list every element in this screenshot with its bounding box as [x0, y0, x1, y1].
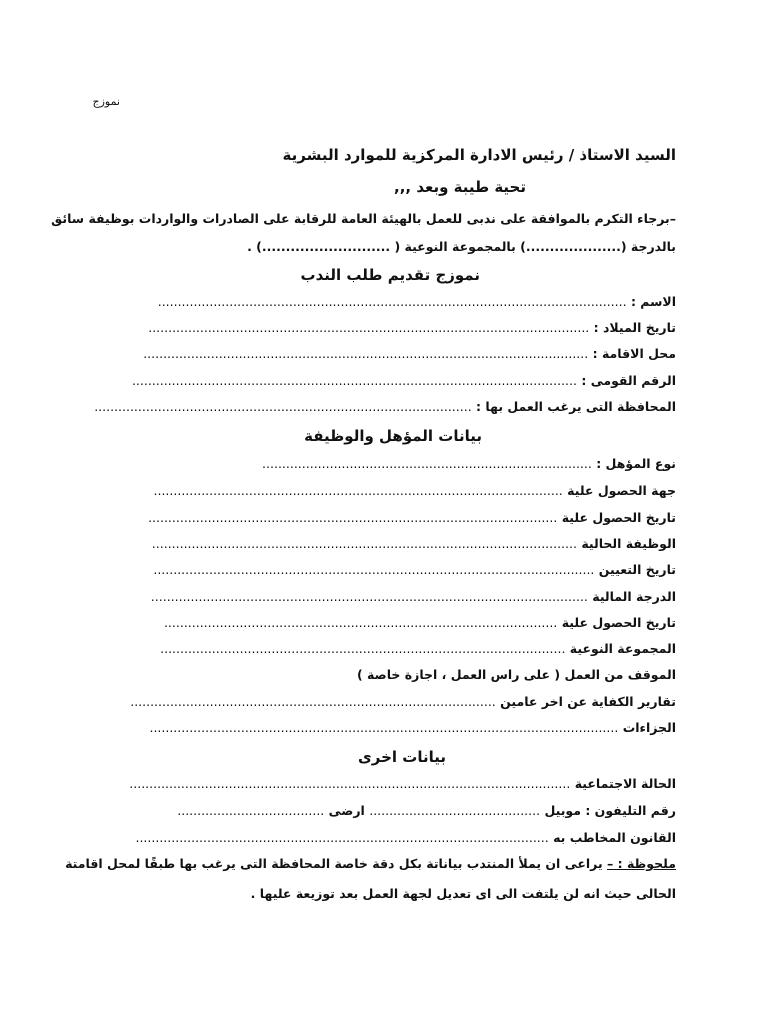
request-line-2: بالدرجة (....................) بالمجموعة النوعية ( ...........................) . — [247, 239, 676, 254]
addressee-line: السيد الاستاذ / رئيس الادارة المركزية للموارد البشرية — [282, 146, 676, 164]
field-phone — [177, 803, 676, 818]
fill-dots: ............................................................................................................... — [148, 320, 590, 335]
field-governorate — [94, 399, 676, 414]
fill-dots: ................................................................................................................ — [143, 346, 589, 361]
field-label: جهة الحصول علية — [567, 483, 676, 498]
field-label: المحافظة التى يرغب العمل بها : — [476, 399, 676, 414]
fill-dots: ....................................................................................................... — [148, 510, 558, 525]
field-label: الدرجة المالية — [592, 589, 676, 604]
fill-dots: ....................................................................................................... — [153, 483, 563, 498]
field-label: تاريخ التعيين — [598, 562, 676, 577]
form-title: نموزج تقديم طلب الندب — [300, 266, 480, 284]
field-label: الاسم : — [630, 294, 676, 309]
field-label: الوظيفة الحالية — [581, 536, 676, 551]
field-issuer — [154, 483, 676, 498]
fill-dots: ........................................................................................................... — [151, 536, 577, 551]
fill-dots: .............................................................................................................. — [150, 589, 588, 604]
field-label: المجموعة النوعية — [569, 641, 676, 656]
note-line-2: الحالى حيث انه لن يلتفت الى اى تعديل لجهة العمل بعد توزيعة عليها . — [250, 886, 676, 901]
field-label: تاريخ الميلاد : — [593, 320, 676, 335]
field-national-id — [132, 373, 676, 388]
field-degree-type — [262, 456, 676, 471]
fill-dots: ................................................................................... — [262, 456, 592, 471]
field-label: تقارير الكفاية عن اخر عامين — [500, 694, 676, 709]
field-grade-obtained-date — [164, 615, 676, 630]
fill-dots: ........................................................................................................ — [135, 830, 549, 845]
field-label: تاريخ الحصول علية — [561, 615, 676, 630]
field-residence — [143, 346, 676, 361]
note-line-1 — [65, 856, 676, 871]
fill-dots: ................................................................................................... — [163, 615, 558, 630]
field-label: القانون المخاطب به — [553, 830, 676, 845]
fill-dots: ............................................................................................................... — [129, 776, 571, 791]
field-label: رقم التليفون : موبيل — [544, 803, 676, 818]
corner-label: نموزج — [92, 95, 120, 108]
field-marital-status — [129, 776, 676, 791]
field-label: محل الاقامة : — [592, 346, 676, 361]
field-qualitative-group — [160, 641, 676, 656]
note-label: ملحوظة : – — [607, 856, 676, 871]
field-work-status — [357, 667, 676, 682]
fill-dots: ..................................... — [177, 803, 325, 818]
fill-dots: ............................................................................................................... — [153, 562, 595, 577]
fill-dots: ................................................................................................................ — [131, 373, 577, 388]
qualification-title: بيانات المؤهل والوظيفة — [304, 427, 482, 445]
fill-dots: ...................................................................................................................... — [149, 720, 619, 735]
field-penalties — [149, 720, 676, 735]
field-efficiency-reports — [130, 694, 676, 709]
field-obtained-date — [148, 510, 676, 525]
field-name — [158, 294, 676, 309]
field-label: تاريخ الحصول علية — [561, 510, 676, 525]
field-addressee-law — [135, 830, 676, 845]
field-appointment-date — [153, 562, 676, 577]
field-label: الجزاءات — [622, 720, 676, 735]
fill-dots: ........................................... — [369, 803, 541, 818]
field-financial-grade — [151, 589, 676, 604]
field-label: نوع المؤهل : — [596, 456, 676, 471]
fill-dots: ...................................................................................................................... — [157, 294, 627, 309]
fill-dots: ...................................................................................................... — [160, 641, 566, 656]
other-title: بيانات اخرى — [358, 748, 446, 766]
field-label: الموقف من العمل ( على راس العمل ، اجازة خاصة ) — [356, 667, 676, 682]
fill-dots: ............................................................................................ — [130, 694, 496, 709]
request-line-1: –برجاء التكرم بالموافقة على ندبى للعمل بالهيئة العامة للرقابة على الصادرات والواردات بوظيفة سائق — [51, 211, 676, 226]
field-label: الحالة الاجتماعية — [574, 776, 676, 791]
fill-dots: ............................................................................................... — [94, 399, 472, 414]
greeting-line: تحية طيبة وبعد ,,, — [394, 178, 526, 196]
note-text: يراعى ان يملأ المنتدب بياناتة بكل دقة خاصة المحافظة التى يرغب بها طبقًا لمحل اقامتة — [65, 856, 603, 871]
field-current-job — [152, 536, 676, 551]
field-birth-date — [148, 320, 676, 335]
field-label: الرقم القومى : — [581, 373, 676, 388]
landline-label: ارضى — [328, 803, 365, 818]
